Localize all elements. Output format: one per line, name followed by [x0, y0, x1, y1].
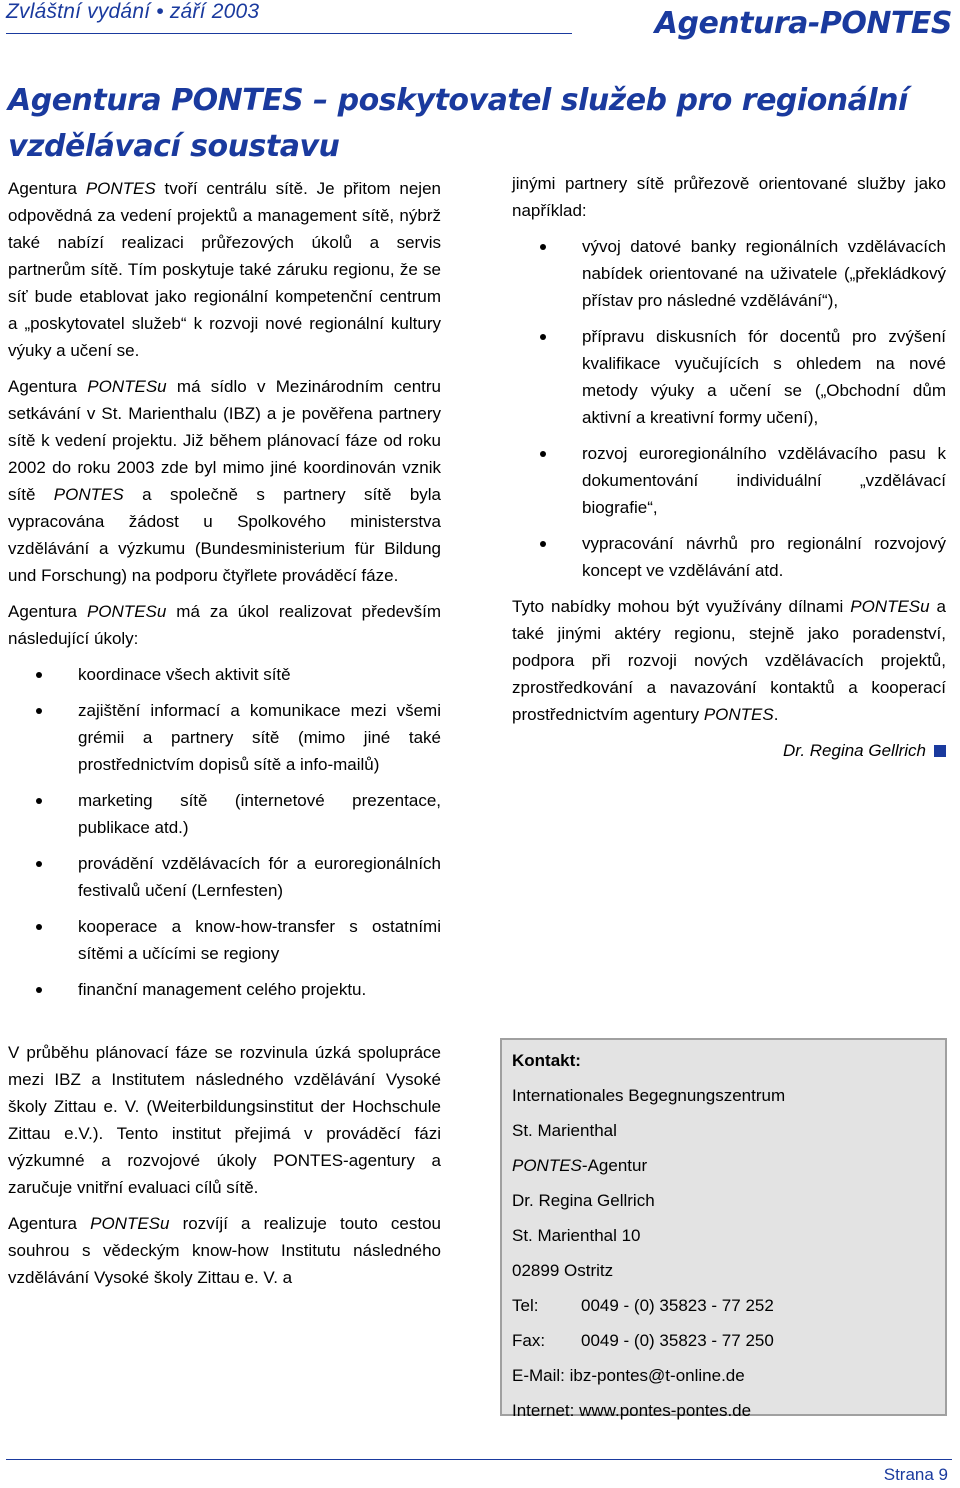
bullet-icon — [36, 708, 42, 714]
contact-person: Dr. Regina Gellrich — [512, 1191, 655, 1210]
bullet-icon — [36, 987, 42, 993]
contact-website[interactable]: Internet: www.pontes-pontes.de — [512, 1401, 752, 1420]
bullet-icon — [540, 451, 546, 457]
list-item: vývoj datové banky regionálních vzdělávacích nabídek orientované na uživatele („překládkový přístav pro následné vzdělávání“), — [512, 233, 946, 314]
bullet-icon — [36, 861, 42, 867]
paragraph-2: Agentura PONTESu má sídlo v Mezinárodním centru setkávání v St. Marienthalu (IBZ) a je pověřena partnery sítě k vedení projektu. Již během plánovací fáze od roku 2002 do roku 2003 zde byl mimo jiné koordinován vznik sítě PONTES a společně s partnery sítě byla vypracována žádost u Spolkového ministerstva vzdělávání a výzkumu (Bundesministerium für Bildung und Forschung) na podporu čtyřlete prováděcí fáze. — [8, 377, 442, 585]
issue-label: Zvláštní vydání • září 2003 — [6, 0, 260, 23]
list-item: koordinace všech aktivit sítě — [8, 661, 441, 688]
list-item: finanční management celého projektu. — [8, 976, 441, 1003]
contact-street: St. Marienthal 10 — [512, 1226, 641, 1245]
contact-tel: Tel: 0049 - (0) 35823 - 77 252 — [512, 1296, 774, 1315]
header-divider — [6, 33, 572, 34]
contact-org: Internationales Begegnungszentrum — [512, 1086, 786, 1105]
title-line-1: Agentura PONTES – poskytovatel služeb pro regionální — [8, 83, 908, 118]
title-line-2: vzdělávací soustavu — [8, 129, 340, 164]
contact-place: St. Marienthal — [512, 1121, 617, 1140]
services-intro: jinými partnery sítě průřezově orientované služby jako například: — [512, 174, 946, 220]
bullet-icon — [36, 672, 42, 678]
list-item: provádění vzdělávacích fór a euroregionálních festivalů učení (Lernfesten) — [8, 850, 441, 904]
right-column — [512, 170, 946, 773]
contact-city: 02899 Ostritz — [512, 1261, 614, 1280]
page-number: Strana 9 — [883, 1465, 948, 1484]
article-title — [8, 78, 908, 170]
paragraph-5: Agentura PONTESu rozvíjí a realizuje touto cestou souhrou s vědeckým know-how Institutu následného vzdělávání Vysoké školy Zittau e. V. a — [8, 1214, 441, 1287]
author-signature: Dr. Regina Gellrich — [512, 737, 946, 764]
task-list — [8, 661, 441, 1003]
contact-email[interactable]: E-Mail: ibz-pontes@t-online.de — [512, 1366, 745, 1385]
publisher-title: Agentura-PONTES — [654, 6, 952, 41]
contact-heading: Kontakt: — [512, 1051, 581, 1070]
contact-box — [500, 1038, 947, 1420]
services-list — [512, 233, 946, 584]
bullet-icon — [36, 798, 42, 804]
closing-paragraph: Tyto nabídky mohou být využívány dílnami PONTESu a také jinými aktéry regionu, stejně jako poradenství, podpora při rozvoji nových vzdělávacích projektů, zprostředkování a navazování kontaktů a kooperací prostřednictvím agentury PONTES. — [512, 597, 946, 724]
end-mark-icon — [934, 745, 946, 757]
list-item: vypracování návrhů pro regionální rozvojový koncept ve vzdělávání atd. — [512, 530, 946, 584]
contact-agency: PONTES-Agentur — [512, 1156, 648, 1175]
paragraph-1: Agentura PONTES tvoří centrálu sítě. Je přitom nejen odpovědná za vedení projektů a management sítě, nýbrž také nabízí realizaci průřezových úkolů a servis partnerům sítě. Tím poskytuje také záruku regionu, že se síť bude etablovat jako regionální kompetenční centrum a „poskytovatel služeb“ k rozvoji nové regionální kultury výuky a učení se. — [8, 179, 441, 360]
paragraph-3: Agentura PONTESu má za úkol realizovat především následující úkoly: — [8, 602, 441, 648]
bullet-icon — [540, 541, 546, 547]
list-item: přípravu diskusních fór docentů pro zvýšení kvalifikace vyučujících s ohledem na nové metody výuky a učení se („Obchodní dům aktivní a kreativní formy učení), — [512, 323, 946, 431]
list-item: zajištění informací a komunikace mezi všemi grémii a partnery sítě (mimo jiné také prostřednictvím dopisů sítě a info-mailů) — [8, 697, 441, 778]
contact-fax: Fax: 0049 - (0) 35823 - 77 250 — [512, 1331, 774, 1350]
list-item: kooperace a know-how-transfer s ostatními sítěmi a učícími se regiony — [8, 913, 441, 967]
bullet-icon — [540, 334, 546, 340]
left-column — [8, 175, 441, 1300]
paragraph-4: V průběhu plánovací fáze se rozvinula úzká spolupráce mezi IBZ a Institutem následného vzdělávání Vysoké školy Zittau e. V. (Weiterbildungsinstitut der Hochschule Zittau e.V.). Tento institut přejimá v prováděcí fázi výzkumné a rozvojové úkoly PONTES-agentury a zaručuje vnitřní evaluaci cílů sítě. — [8, 1043, 441, 1197]
list-item: marketing sítě (internetové prezentace, publikace atd.) — [8, 787, 441, 841]
bullet-icon — [540, 244, 546, 250]
list-item: rozvoj euroregionálního vzdělávacího pasu k dokumentování individuální „vzdělávací biografie“, — [512, 440, 946, 521]
bullet-icon — [36, 924, 42, 930]
footer-divider — [6, 1459, 952, 1460]
